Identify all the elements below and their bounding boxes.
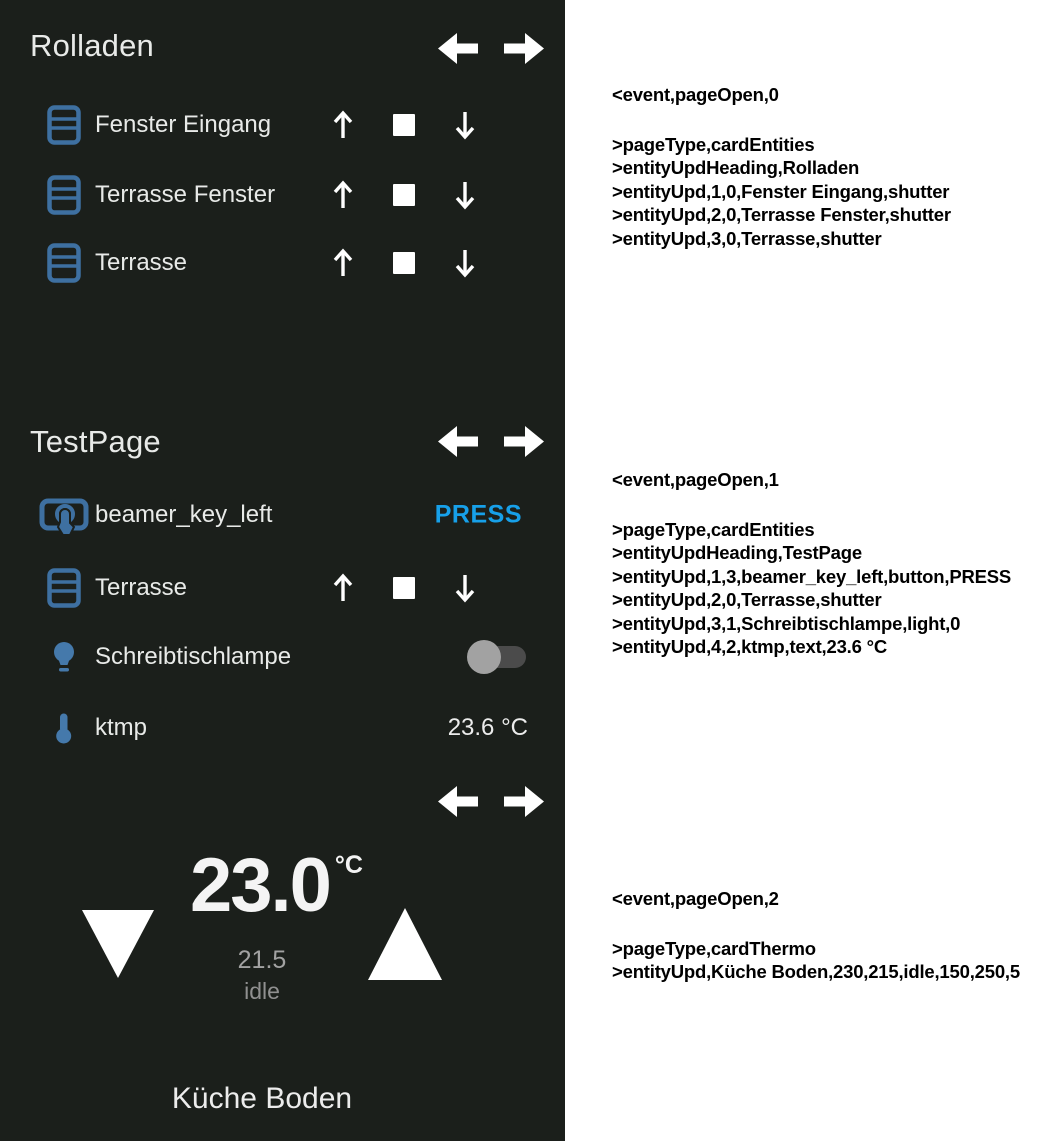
entity-row — [0, 622, 565, 692]
current-temperature-value: 23.0 — [190, 843, 330, 928]
log-line: >entityUpd,1,3,beamer_key_left,button,PRESS — [612, 565, 1012, 587]
arrow-left-icon — [438, 33, 478, 64]
temp-decrease-button[interactable] — [82, 910, 154, 978]
shutter-stop-button[interactable] — [393, 114, 415, 136]
log-event-line: <event,pageOpen,1 — [612, 469, 779, 490]
protocol-log-block-1 — [612, 468, 1011, 659]
thermometer-icon — [36, 712, 92, 744]
page-next-button[interactable] — [504, 426, 544, 457]
log-line: >entityUpd,Küche Boden,230,215,idle,150,250,5 — [612, 961, 1020, 982]
sensor-value: 23.6 °C — [447, 714, 528, 741]
log-line: >entityUpd,4,2,ktmp,text,23.6 °C — [612, 636, 887, 657]
entity-row — [0, 90, 565, 160]
triangle-up-icon — [368, 968, 442, 983]
arrow-left-icon — [438, 426, 478, 457]
log-event-line: <event,pageOpen,0 — [612, 84, 779, 105]
entity-label: Terrasse Fenster — [95, 181, 276, 208]
stop-square-icon — [393, 577, 415, 599]
temperature-unit: °C — [334, 851, 363, 879]
entity-label: Terrasse — [95, 249, 188, 276]
log-line: >entityUpd,2,0,Terrasse,shutter — [612, 589, 882, 610]
log-line: >pageType,cardThermo — [612, 937, 816, 959]
shutter-down-button[interactable] — [452, 108, 478, 142]
log-line: >entityUpd,2,0,Terrasse Fenster,shutter — [612, 204, 951, 225]
shutter-up-button[interactable] — [330, 108, 356, 142]
shutter-icon — [36, 105, 92, 145]
gesture-tap-button-icon — [36, 495, 92, 535]
entity-row — [0, 553, 565, 623]
lightbulb-icon — [36, 641, 92, 673]
target-temperature: 21.5 — [237, 946, 287, 974]
shutter-icon — [36, 568, 92, 608]
page-next-button[interactable] — [504, 33, 544, 64]
shutter-icon — [36, 243, 92, 283]
shutter-stop-button[interactable] — [393, 184, 415, 206]
toggle-knob — [467, 640, 501, 674]
page-next-button[interactable] — [504, 786, 544, 817]
arrow-left-icon — [438, 786, 478, 817]
arrow-right-icon — [504, 786, 544, 817]
log-line: >pageType,cardEntities — [612, 133, 815, 155]
entity-label: Terrasse — [95, 574, 188, 601]
page-prev-button[interactable] — [438, 786, 478, 817]
log-line: >pageType,cardEntities — [612, 518, 815, 540]
stop-square-icon — [393, 184, 415, 206]
arrow-right-icon — [504, 33, 544, 64]
shutter-up-button[interactable] — [330, 178, 356, 212]
page-title: Rolladen — [30, 28, 154, 63]
press-button[interactable]: PRESS — [429, 500, 528, 531]
shutter-stop-button[interactable] — [393, 252, 415, 274]
entity-label: ktmp — [95, 714, 148, 741]
triangle-down-icon — [82, 966, 154, 981]
shutter-up-button[interactable] — [330, 571, 356, 605]
log-lines — [612, 133, 951, 251]
entity-label: beamer_key_left — [95, 501, 273, 528]
hvac-state: idle — [244, 978, 280, 1004]
stop-square-icon — [393, 252, 415, 274]
log-lines — [612, 937, 1020, 984]
page-title: TestPage — [30, 424, 161, 459]
shutter-stop-button[interactable] — [393, 577, 415, 599]
log-event-line: <event,pageOpen,2 — [612, 888, 779, 909]
entity-label: Fenster Eingang — [95, 111, 272, 138]
light-toggle-off[interactable] — [468, 640, 526, 674]
entity-row — [0, 160, 565, 230]
stop-square-icon — [393, 114, 415, 136]
card-entities-testpage — [0, 392, 565, 772]
shutter-up-button[interactable] — [330, 246, 356, 280]
shutter-icon — [36, 175, 92, 215]
shutter-down-button[interactable] — [452, 246, 478, 280]
protocol-log-block-0 — [612, 83, 951, 250]
entity-row — [0, 228, 565, 298]
protocol-log-block-2 — [612, 887, 1020, 984]
log-line: >entityUpd,1,0,Fenster Eingang,shutter — [612, 180, 950, 202]
entity-label: Schreibtischlampe — [95, 643, 292, 670]
entity-row — [0, 480, 565, 550]
log-line: >entityUpd,3,1,Schreibtischlampe,light,0 — [612, 612, 961, 634]
log-line: >entityUpd,3,0,Terrasse,shutter — [612, 227, 882, 249]
card-entities-rolladen — [0, 0, 565, 310]
log-lines — [612, 518, 1011, 659]
page-prev-button[interactable] — [438, 426, 478, 457]
page-prev-button[interactable] — [438, 33, 478, 64]
log-line: >entityUpdHeading,Rolladen — [612, 157, 860, 178]
shutter-down-button[interactable] — [452, 571, 478, 605]
log-line: >entityUpdHeading,TestPage — [612, 542, 862, 563]
temp-increase-button[interactable] — [368, 908, 442, 980]
thermostat-name: Küche Boden — [171, 1082, 353, 1115]
entity-row — [0, 693, 565, 763]
shutter-down-button[interactable] — [452, 178, 478, 212]
arrow-right-icon — [504, 426, 544, 457]
